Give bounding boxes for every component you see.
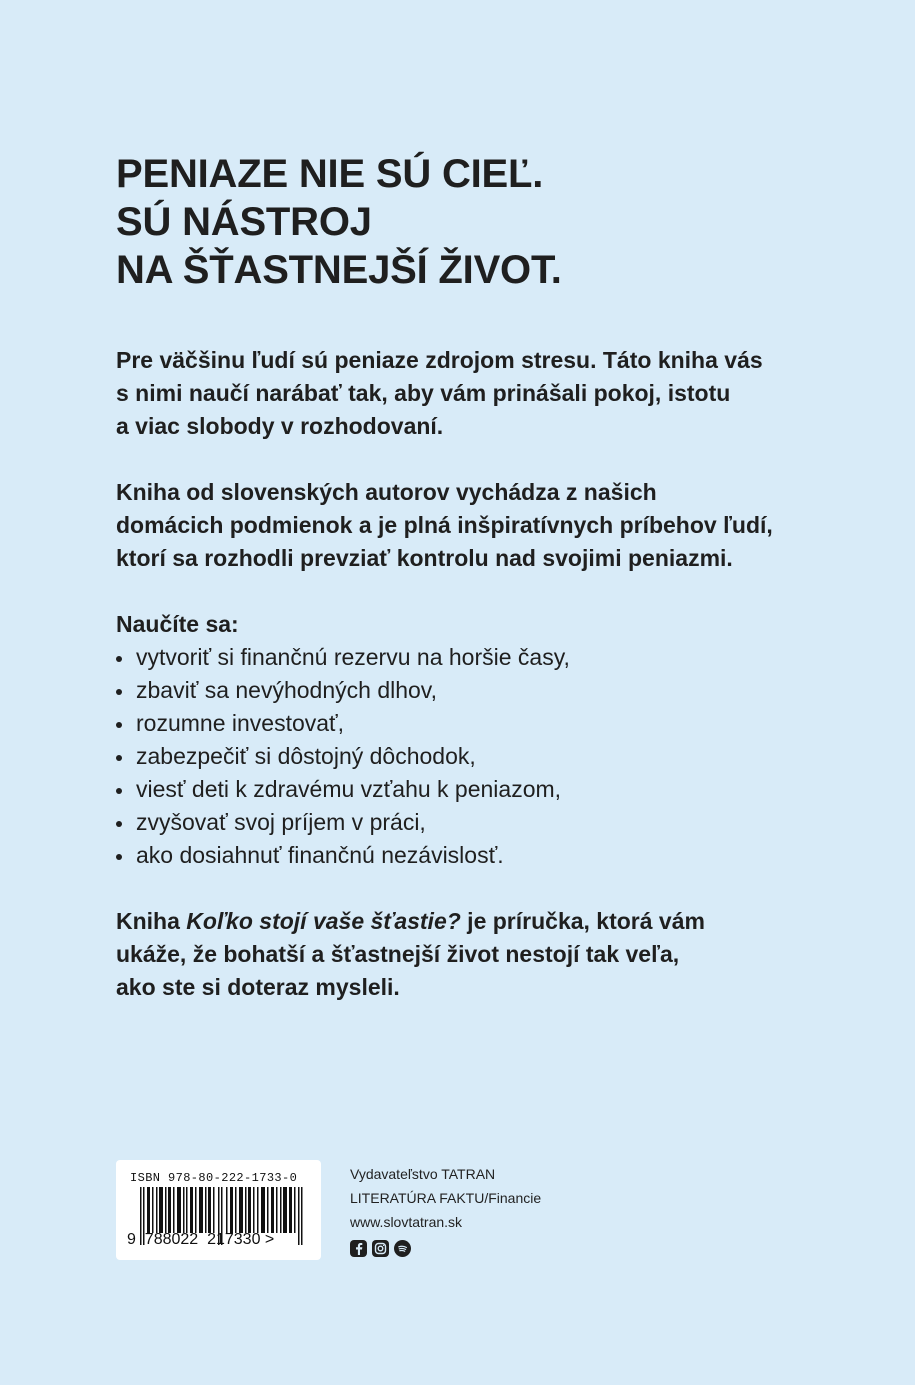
list-item: viesť deti k zdravému vzťahu k peniazom, — [116, 773, 570, 806]
authors-line-1: Kniha od slovenských autorov vychádza z našich — [116, 479, 657, 505]
headline-line-1: PENIAZE NIE SÚ CIEĽ. — [116, 152, 544, 196]
bullet-icon — [116, 722, 122, 728]
learn-list — [116, 641, 570, 872]
closing-line-2: ukáže, že bohatší a šťastnejší život nestojí tak veľa, — [116, 941, 680, 967]
headline — [116, 150, 562, 294]
authors-line-3: ktorí sa rozhodli prevziať kontrolu nad svojimi peniazmi. — [116, 545, 733, 571]
headline-line-3: NA ŠŤASTNEJŠÍ ŽIVOT. — [116, 248, 562, 292]
intro-line-1: Pre väčšinu ľudí sú peniaze zdrojom stresu. Táto kniha vás — [116, 347, 763, 373]
list-item: zabezpečiť si dôstojný dôchodok, — [116, 740, 570, 773]
closing-line-3: ako ste si doteraz mysleli. — [116, 974, 400, 1000]
bullet-icon — [116, 755, 122, 761]
bullet-icon — [116, 788, 122, 794]
publisher-info — [350, 1162, 541, 1234]
bullet-icon — [116, 854, 122, 860]
bullet-icon — [116, 656, 122, 662]
isbn-barcode — [116, 1160, 321, 1260]
list-item: rozumne investovať, — [116, 707, 570, 740]
spotify-icon — [394, 1240, 411, 1257]
intro-paragraph — [116, 344, 836, 443]
headline-line-2: SÚ NÁSTROJ — [116, 200, 372, 244]
list-item: zbaviť sa nevýhodných dlhov, — [116, 674, 570, 707]
facebook-icon — [350, 1240, 367, 1257]
closing-line-1: Kniha Koľko stojí vaše šťastie? je príručka, ktorá vám — [116, 908, 705, 934]
barcode-digits: 9 788022 217330 > — [127, 1231, 275, 1248]
intro-line-3: a viac slobody v rozhodovaní. — [116, 413, 444, 439]
learn-title: Naučíte sa: — [116, 611, 239, 637]
instagram-icon — [372, 1240, 389, 1257]
intro-line-2: s nimi naučí narábať tak, aby vám prinášali pokoj, istotu — [116, 380, 731, 406]
isbn-number: ISBN 978-80-222-1733-0 — [130, 1171, 298, 1185]
book-title: Koľko stojí vaše šťastie? — [186, 908, 461, 934]
bullet-icon — [116, 689, 122, 695]
authors-paragraph — [116, 476, 836, 575]
bullet-icon — [116, 821, 122, 827]
authors-line-2: domácich podmienok a je plná inšpiratívnych príbehov ľudí, — [116, 512, 773, 538]
publisher-category: LITERATÚRA FAKTU/Financie — [350, 1190, 542, 1206]
list-item: ako dosiahnuť finančnú nezávislosť. — [116, 839, 570, 872]
closing-paragraph — [116, 905, 836, 1004]
publisher-website: www.slovtatran.sk — [350, 1214, 463, 1230]
list-item: zvyšovať svoj príjem v práci, — [116, 806, 570, 839]
publisher-name: Vydavateľstvo TATRAN — [350, 1166, 496, 1182]
social-icons — [350, 1240, 411, 1257]
list-item: vytvoriť si finančnú rezervu na horšie časy, — [116, 641, 570, 674]
